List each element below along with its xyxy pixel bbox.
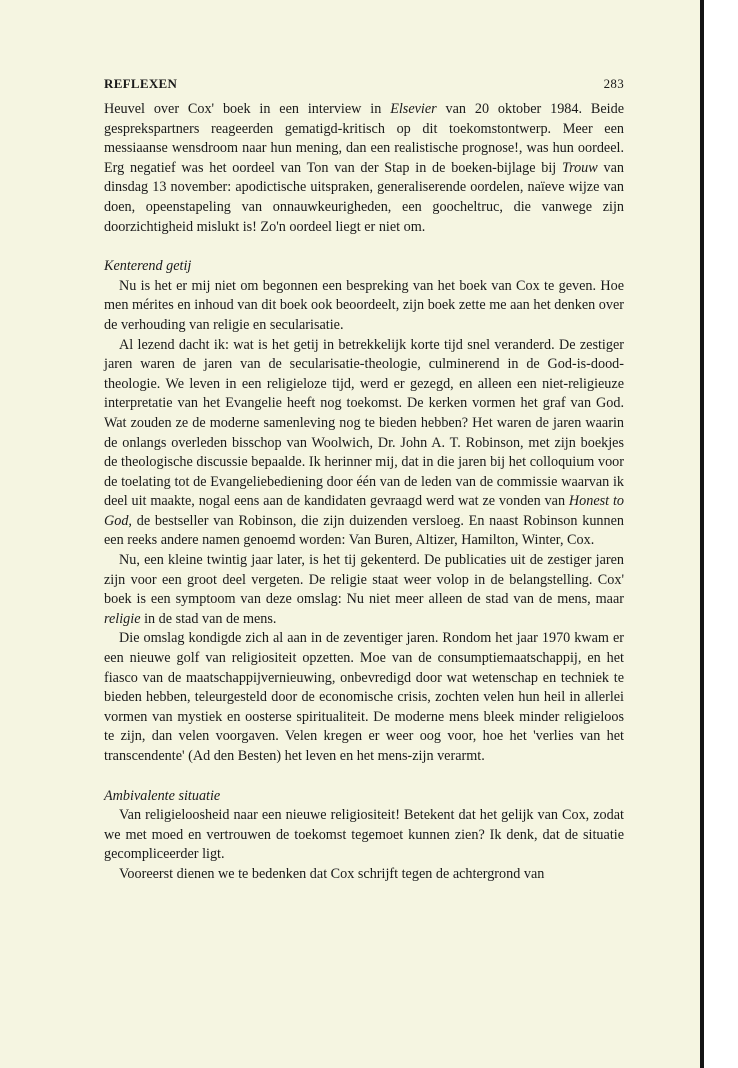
publication-title: Elsevier xyxy=(390,101,437,117)
book-title: Honest to God, xyxy=(104,493,624,529)
page-number: 283 xyxy=(603,76,624,91)
page-edge-shadow xyxy=(700,0,704,1068)
paragraph: Van religieloosheid naar een nieuwe religiositeit! Betekent dat het gelijk van Cox, zodat we met moed en vertrouwen de toekomst tegemoet kunnen zien? Ik denk, dat de situatie gecompliceerder ligt. xyxy=(104,807,624,863)
paragraph: Nu is het er mij niet om begonnen een bespreking van het boek van Cox te geven. Hoe men mérites en inhoud van dit boek ook beoordeelt, zijn boek zette me aan het denken over de verhouding van religie en secularisatie. xyxy=(104,277,624,333)
section-heading: Ambivalente situatie xyxy=(104,787,221,804)
publication-title: Trouw xyxy=(561,159,598,176)
running-title: REFLEXEN xyxy=(104,76,178,91)
running-header xyxy=(104,76,624,92)
paragraph: Vooreerst dienen we te bedenken dat Cox schrijft tegen de achtergrond van xyxy=(119,865,545,882)
paragraph: Al lezend dacht ik: wat is het getij in betrekkelijk korte tijd snel veranderd. De zestiger jaren waren de jaren van de secularisatie-theologie, culminerend in de God-is-dood-theologie. We leven in een religieloze tijd, werd er gezegd, en alleen een niet-religieuze interpretatie van het Evangelie heeft nog toekomst. De kerken vormen het graf van God. Wat zouden ze de moderne samenleving nog te bieden hebben? Het waren de jaren waarin de onlangs overleden bisschop van Woolwich, Dr. John A. T. Robinson, met zijn boekjes de theologische discussie bepaalde. Ik herinner mij, dat in die jaren bij het colloquium voor de toelating tot de Evangeliebediening door één van de leden van de commissie waarvan ik deel uit maakte, nogal eens aan de kandidaten gevraagd werd wat ze vonden van Honest to God, de bestseller van Robinson, die zijn duizenden versloeg. En naast Robinson kunnen een reeks andere namen genoemd worden: Van Buren, Altizer, Hamilton, Winter, Cox. xyxy=(104,336,624,549)
page-body xyxy=(104,100,624,885)
emphasis: religie xyxy=(104,610,141,627)
paragraph: Nu, een kleine twintig jaar later, is het tij gekenterd. De publicaties uit de zestiger jaren zijn voor een groot deel vergeten. De religie staat weer volop in de belangstelling. Cox' boek is een symptoom van deze omslag: Nu niet meer alleen de stad van de mens, maar religie in de stad van de mens. xyxy=(104,552,624,627)
section-heading: Kenterend getij xyxy=(104,258,192,275)
paragraph-continuation: Heuvel over Cox' boek in een interview in Elsevier van 20 oktober 1984. Beide gesprekspartners reageerden gematigd-kritisch op dit toekomstontwerp. Meer een messiaanse wensdroom naar hun mening, dan een realistische prognose!, was hun oordeel. Erg negatief was het oordeel van Ton van der Stap in de boeken-bijlage bij Trouw van dinsdag 13 november: apodictische uitspraken, generaliserende oordelen, naïeve wijze van doen, opeenstapeling van onnauwkeurigheden, een goocheltruc, die vanwege zijn doorzichtigheid mislukt is! Zo'n oordeel liegt er niet om. xyxy=(104,101,624,235)
paragraph: Die omslag kondigde zich al aan in de zeventiger jaren. Rondom het jaar 1970 kwam er een nieuwe golf van religiositeit opzetten. Moe van de consumptiemaatschappij, en het fiasco van de maatschappijvernieuwing, onbevredigd door wat wetenschap en techniek te bieden hebben, teleurgesteld door de economische crisis, zochten velen hun heil in allerlei vormen van mystiek en oosterse spiritualiteit. De moderne mens bleek minder religieloos te zijn, dan velen voorgaven. Velen kregen er weer oog voor, hoe het 'verlies van het transcendente' (Ad den Besten) het leven en het mens-zijn verarmt. xyxy=(104,630,624,764)
